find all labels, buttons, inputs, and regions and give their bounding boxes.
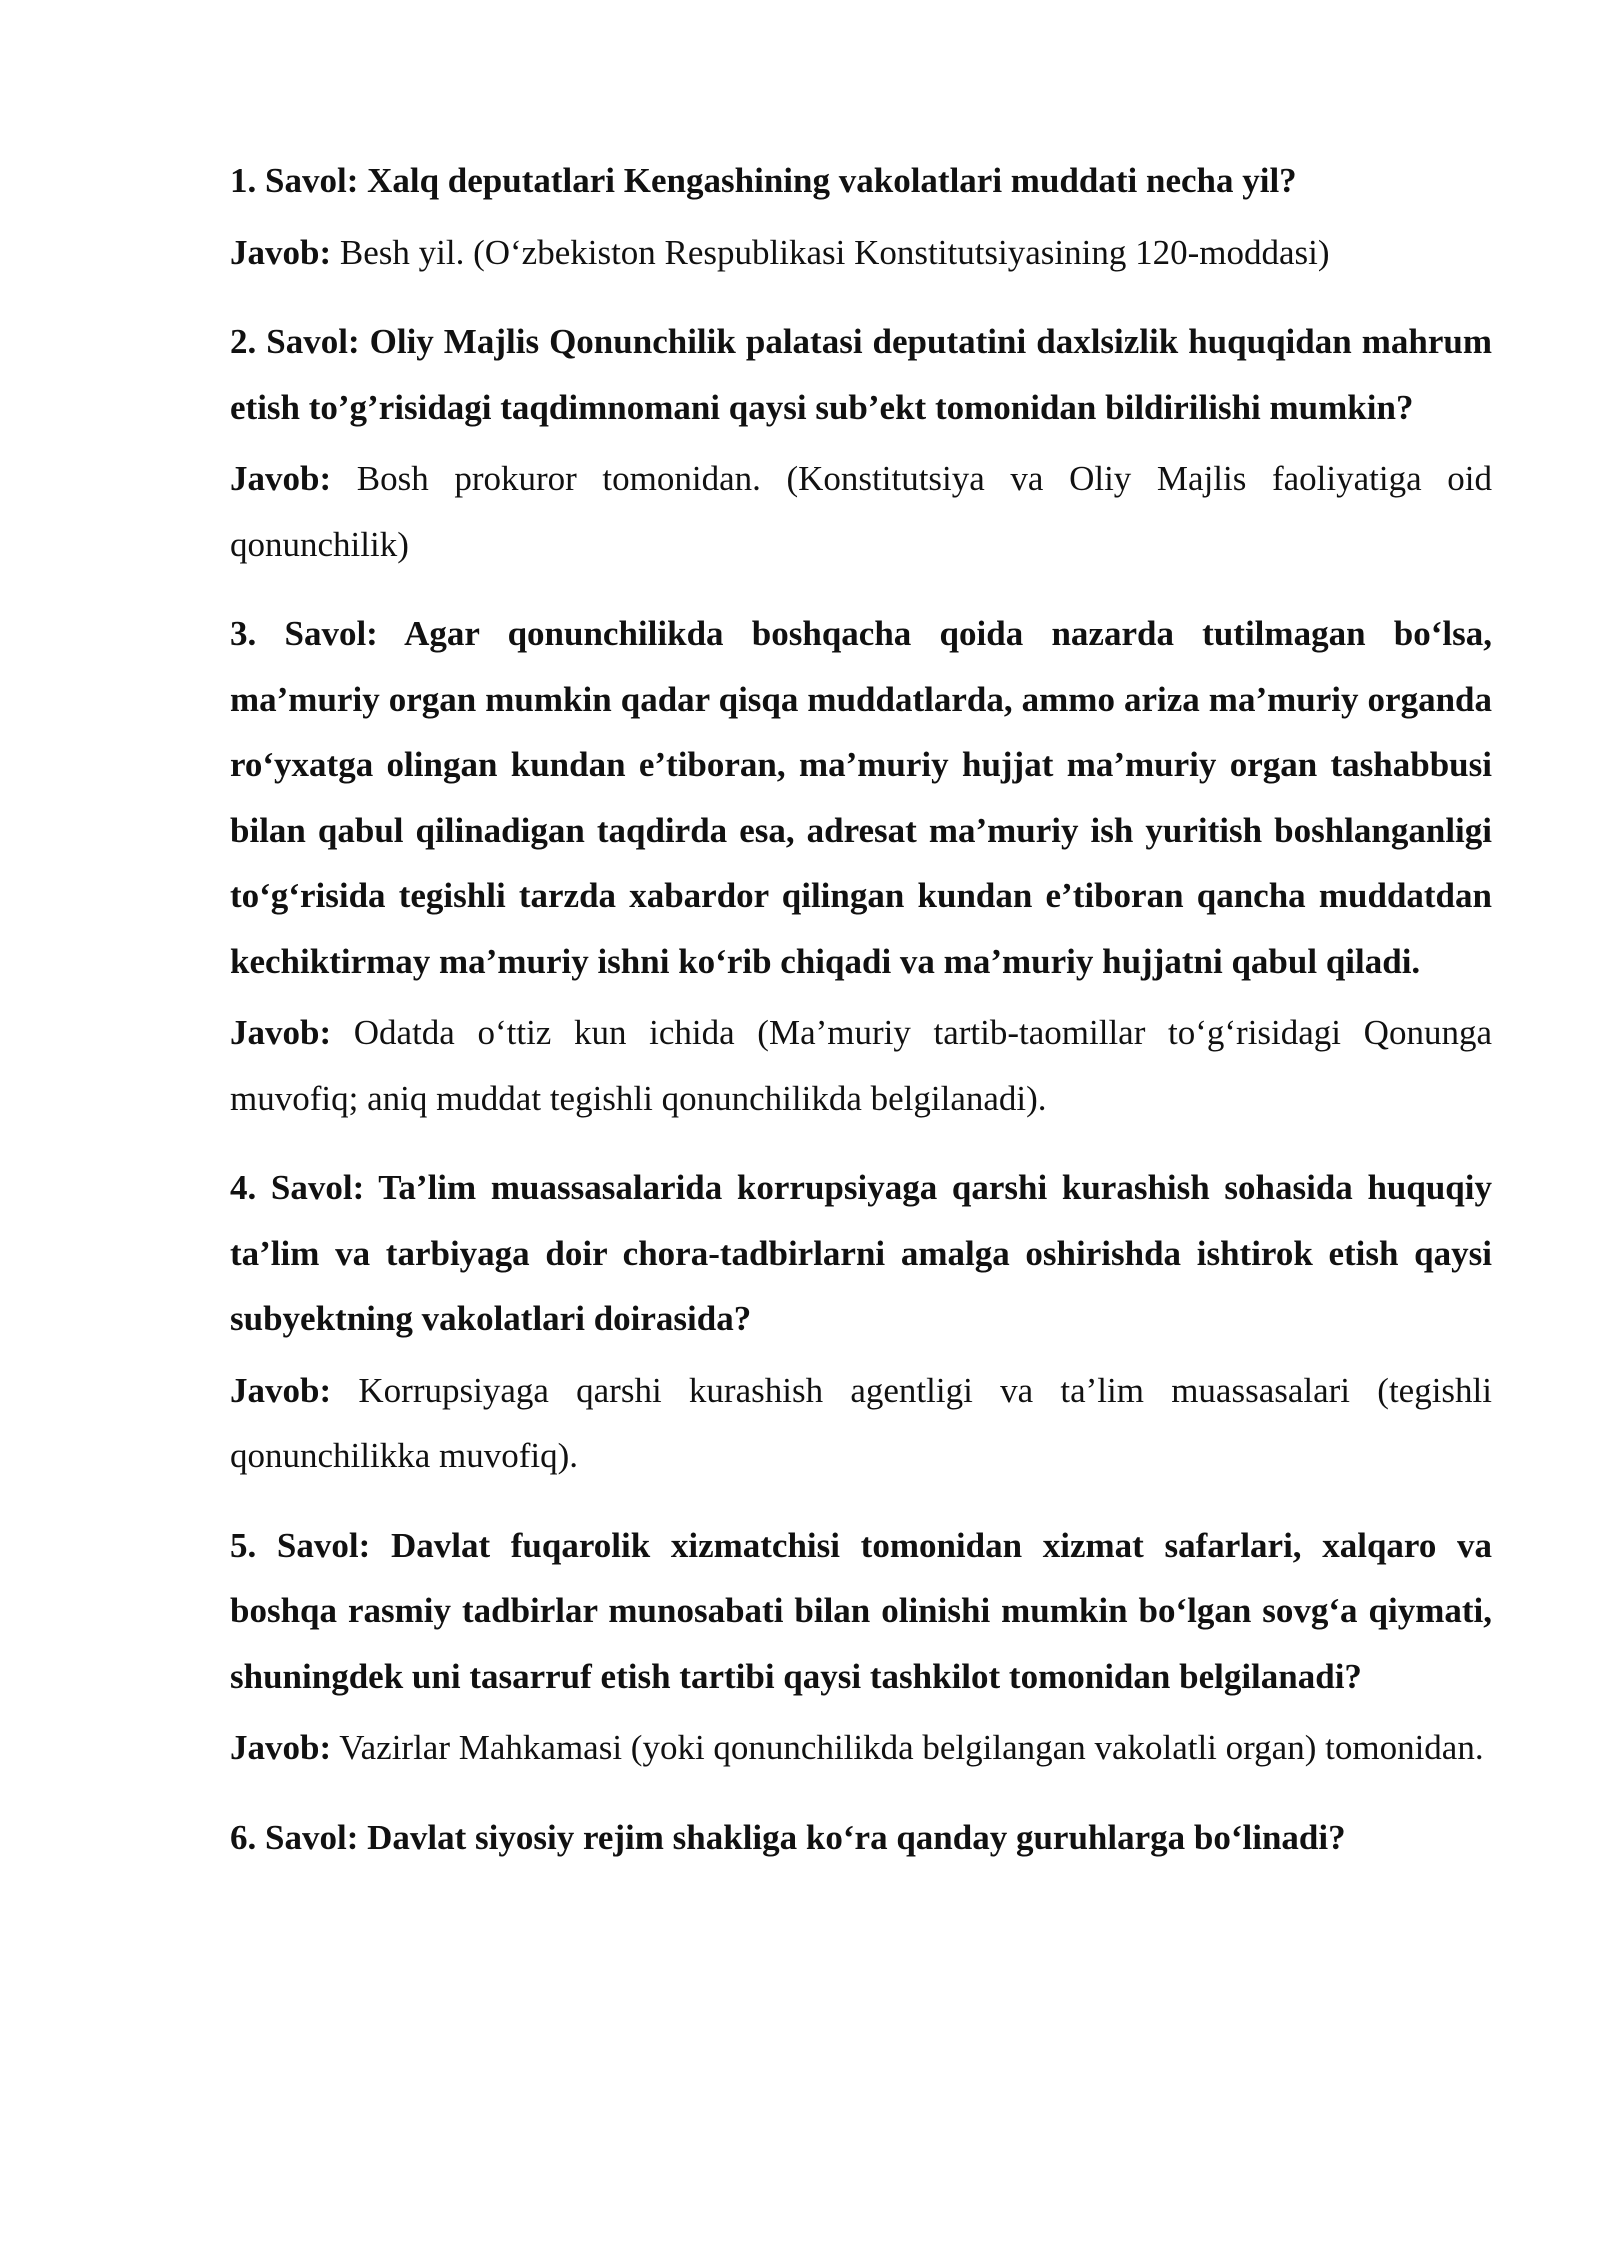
question-text: 3. Savol: Agar qonunchilikda boshqacha qoida nazarda tutilmagan bo‘lsa, ma’muriy organ mumkin qadar qisqa muddatlarda, ammo ariza ma’muriy organda ro‘yxatga olingan kundan e’tiboran, ma’muriy hujjat ma’muriy organ tashabbusi bilan qabul qilinadigan taqdirda esa, adresat ma’muriy ish yuritish boshlanganligi to‘g‘risida tegishli tarzda xabardor qilingan kundan e’tiboran qancha muddatdan kechiktirmay ma’muriy ishni ko‘rib chiqadi va ma’muriy hujjatni qabul qiladi.	[230, 614, 1492, 981]
qa-item-2	[230, 309, 1492, 577]
answer-label: Javob:	[230, 1013, 332, 1052]
answer-paragraph	[230, 1715, 1492, 1781]
qa-item-5	[230, 1513, 1492, 1781]
answer-text: Bosh prokuror tomonidan. (Konstitutsiya va Oliy Majlis faoliyatiga oid qonunchilik)	[230, 459, 1492, 564]
answer-label: Javob:	[230, 1370, 332, 1410]
answer-paragraph	[230, 446, 1492, 577]
answer-paragraph	[230, 220, 1492, 286]
question-text: 1. Savol: Xalq deputatlari Kengashining vakolatlari muddati necha yil?	[230, 161, 1297, 200]
answer-label: Javob:	[230, 459, 332, 498]
answer-text: Korrupsiyaga qarshi kurashish agentligi va ta’lim muassasalari (tegishli qonunchilikka muvofiq).	[230, 1370, 1492, 1475]
answer-label: Javob:	[230, 1728, 332, 1767]
question-text: 4. Savol: Ta’lim muassasalarida korrupsiyaga qarshi kurashish sohasida huquqiy ta’lim va tarbiyaga doir chora-tadbirlarni amalga oshirishda ishtirok etish qaysi subyektning vakolatlari doirasida?	[230, 1168, 1492, 1338]
question-text: 6. Savol: Davlat siyosiy rejim shakliga ko‘ra qanday guruhlarga bo‘linadi?	[230, 1817, 1346, 1857]
answer-paragraph	[230, 1358, 1492, 1489]
answer-text: Besh yil. (O‘zbekiston Respublikasi Konstitutsiyasining 120-moddasi)	[331, 232, 1330, 272]
qa-item-6	[230, 1805, 1492, 1871]
qa-item-1	[230, 148, 1492, 285]
question-text: 2. Savol: Oliy Majlis Qonunchilik palatasi deputatini daxlsizlik huquqidan mahrum etish to’g’risidagi taqdimnomani qaysi sub’ekt tomonidan bildirilishi mumkin?	[230, 322, 1492, 427]
qa-item-3	[230, 601, 1492, 1131]
qa-item-4	[230, 1155, 1492, 1489]
answer-text: Vazirlar Mahkamasi (yoki qonunchilikda belgilangan vakolatli organ) tomonidan.	[331, 1728, 1484, 1767]
answer-paragraph	[230, 1000, 1492, 1131]
document-page	[230, 148, 1492, 1894]
question-text: 5. Savol: Davlat fuqarolik xizmatchisi tomonidan xizmat safarlari, xalqaro va boshqa rasmiy tadbirlar munosabati bilan olinishi mumkin bo‘lgan sovg‘a qiymati, shuningdek uni tasarruf etish tartibi qaysi tashkilot tomonidan belgilanadi?	[230, 1525, 1492, 1696]
answer-text: Odatda o‘ttiz kun ichida (Ma’muriy tartib-taomillar to‘g‘risidagi Qonunga muvofiq; aniq muddat tegishli qonunchilikda belgilanadi).	[230, 1013, 1492, 1118]
answer-label: Javob:	[230, 232, 332, 272]
